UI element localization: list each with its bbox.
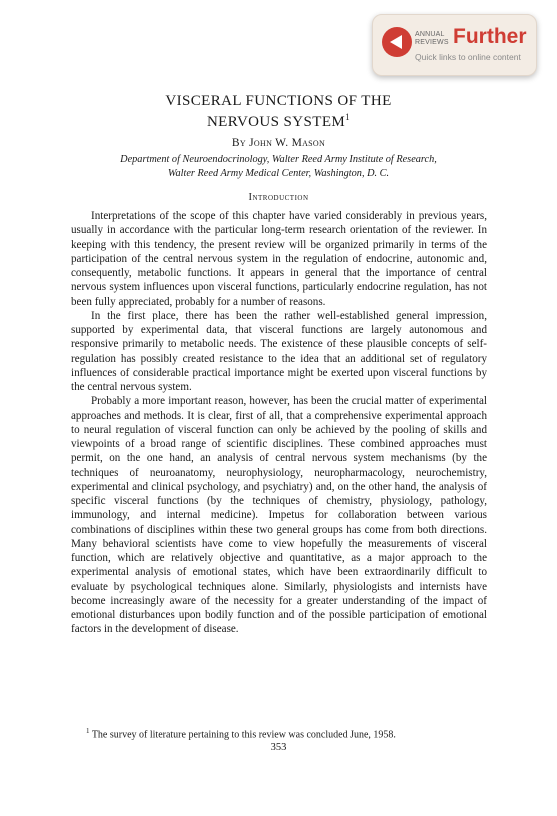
- article-body: [71, 209, 487, 637]
- quick-links-subtitle: Quick links to online content: [415, 52, 521, 62]
- title-line-2-text: NERVOUS SYSTEM: [206, 114, 346, 130]
- affiliation-line-2: Walter Reed Army Medical Center, Washington, D. C.: [167, 168, 390, 179]
- title-line-1: VISCERAL FUNCTIONS OF THE: [165, 93, 392, 109]
- footnote: [86, 725, 506, 741]
- body-paragraph-2: In the first place, there has been the rather well-established general impression, supported by experimental data, that visceral functions are largely autonomous and responsive primarily to metabolic needs. The existence of these plausible concepts of self-regulation has possibly created resistance to the idea that an additional set of regulatory influences of considerable practical importance might be exerted upon visceral functions by the central nervous system.: [71, 309, 487, 393]
- author-byline: By John W. Mason: [231, 137, 326, 149]
- page-number: 353: [270, 742, 287, 753]
- affiliation-line-1: Department of Neuroendocrinology, Walter Reed Army Institute of Research,: [120, 154, 437, 165]
- article-title: [0, 93, 557, 130]
- further-label: Further: [453, 25, 527, 48]
- footnote-mark: 1: [86, 727, 90, 735]
- author-affiliation: [0, 153, 557, 181]
- title-footnote-mark: 1: [345, 112, 351, 122]
- body-paragraph-1: Interpretations of the scope of this chapter have varied considerably in previous years, usually in accordance with the particular long-term research orientation of the reviewer. In keeping with this tendency, the present review will be organized primarily in terms of the participation of the central nervous system in the regulation of endocrine, autonomic and, consequently, metabolic functions. It appears in general that the importance of central nervous system influences upon visceral functions, particularly endocrine regulation, has not been fully appreciated, probably for a number of reasons.: [71, 210, 487, 308]
- body-paragraph-3: Probably a more important reason, however, has been the crucial matter of experimental approaches and methods. It is clear, first of all, that a comprehensive experimental approach to neural regulation of visceral function can only be achieved by the pooling of skills and viewpoints of a broad range of scientific disciplines. These combined approaches must permit, on the one hand, an analysis of central nervous system mechanisms (by the techniques of neuroanatomy, neurophysiology, neuropharmacology, neurochemistry, experimental and clinical psychology, and psychiatry) and, on the other hand, the analysis of specific visceral functions (by the techniques of chemistry, physiology, pathology, immunology, and internal medicine). Impetus for collaboration between various combinations of disciplines within these two general groups has come from both directions. Many behavioral scientists have come to view hopefully the measurements of visceral function, which are relatively objective and quantitative, as a major approach to the experimental analysis of emotional states, which have been extraordinarily difficult to evaluate by psychological techniques alone. Similarly, physiologists and internists have become increasingly aware of the necessity for a greater understanding of the impact of emotional disturbances upon bodily function and of the possible participation of emotional factors in the development of disease.: [71, 395, 487, 636]
- back-arrow-icon: [382, 27, 412, 57]
- annual-reviews-logo-text: ANNUAL REVIEWS: [415, 31, 449, 46]
- footnote-text: The survey of literature pertaining to this review was concluded June, 1958.: [91, 729, 396, 741]
- title-line-2: [0, 109, 557, 130]
- further-links-badge[interactable]: [372, 14, 537, 76]
- section-heading: Introduction: [248, 192, 309, 203]
